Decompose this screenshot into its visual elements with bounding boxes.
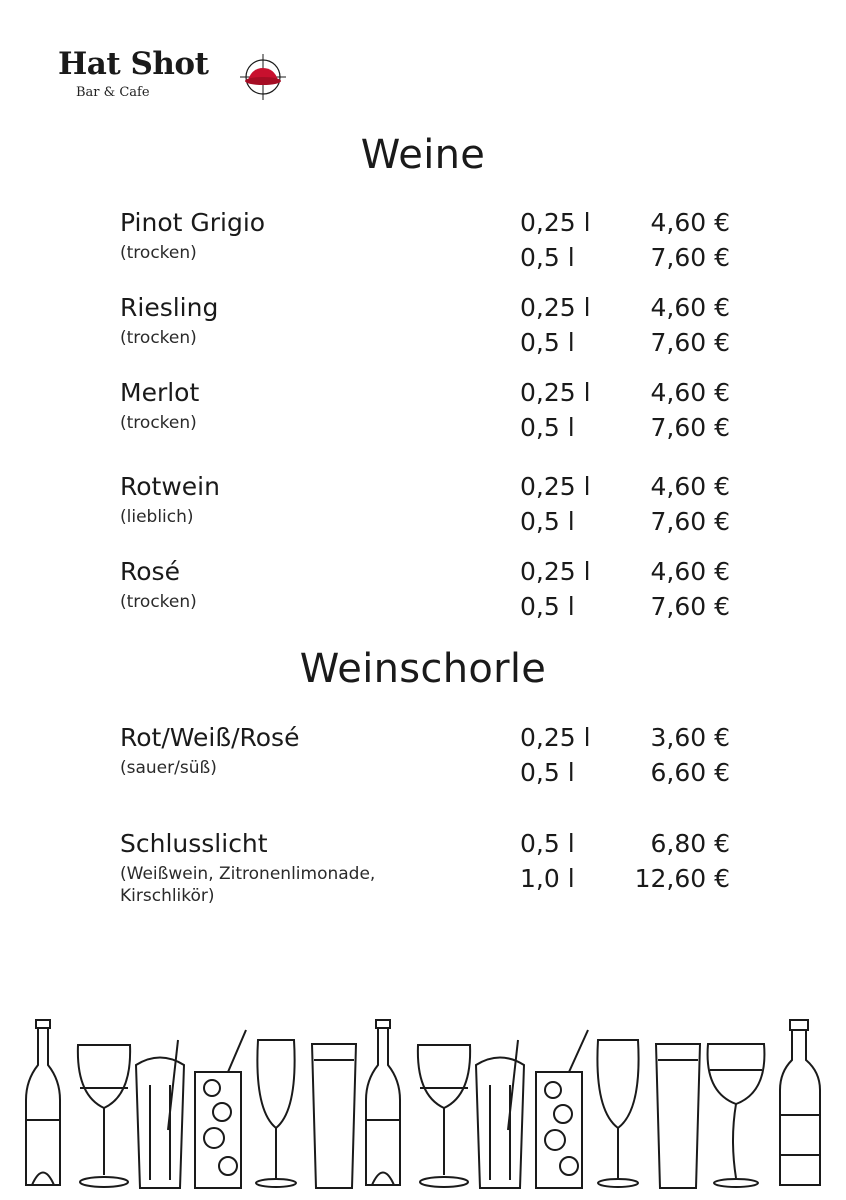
- price: 12,60 €: [634, 864, 730, 893]
- price: 7,60 €: [650, 592, 730, 621]
- price: 4,60 €: [650, 472, 730, 501]
- item-description: (Weißwein, Zitronenlimonade, Kirschlikör): [120, 864, 376, 906]
- beer-glass-icon: [476, 1040, 524, 1188]
- logo-title: Hat Shot: [58, 46, 209, 82]
- item-name: Pinot Grigio: [120, 208, 266, 237]
- price: 7,60 €: [650, 243, 730, 272]
- price: 6,80 €: [650, 829, 730, 858]
- tall-glass-icon: [312, 1044, 356, 1188]
- volume: 0,5 l: [520, 829, 575, 858]
- item-description: (trocken): [120, 413, 197, 433]
- beer-glass-icon: [136, 1040, 184, 1188]
- item-name: Merlot: [120, 378, 200, 407]
- volume: 0,25 l: [520, 378, 591, 407]
- price: 4,60 €: [650, 378, 730, 407]
- volume: 0,5 l: [520, 758, 575, 787]
- bottle-icon: [26, 1020, 60, 1185]
- goblet-glass-icon: [708, 1044, 765, 1187]
- volume: 0,5 l: [520, 243, 575, 272]
- section-title-weinschorle: Weinschorle: [299, 646, 547, 692]
- flute-glass-icon: [597, 1040, 638, 1187]
- logo: [58, 46, 248, 106]
- volume: 0,5 l: [520, 592, 575, 621]
- price-row: [120, 592, 730, 626]
- item-name: Riesling: [120, 293, 219, 322]
- price-row: [120, 378, 730, 412]
- flute-glass-icon: [256, 1040, 296, 1187]
- bottle-icon: [780, 1020, 820, 1185]
- price: 7,60 €: [650, 507, 730, 536]
- price-row: [120, 507, 730, 541]
- item-description: (trocken): [120, 328, 197, 348]
- price: 4,60 €: [650, 557, 730, 586]
- price-row: [120, 208, 730, 242]
- price-row: [120, 723, 730, 757]
- cocktail-glass-icon: [195, 1030, 246, 1188]
- price-row: [120, 557, 730, 591]
- item-description: (trocken): [120, 592, 197, 612]
- volume: 0,25 l: [520, 723, 591, 752]
- wine-glass-icon: [78, 1045, 130, 1187]
- item-description: (sauer/süß): [120, 758, 217, 778]
- cocktail-glass-icon: [536, 1030, 588, 1188]
- drinks-illustration: [0, 1010, 846, 1196]
- price: 7,60 €: [650, 413, 730, 442]
- price-row: [120, 864, 730, 898]
- item-name: Rot/Weiß/Rosé: [120, 723, 300, 752]
- wine-glass-icon: [418, 1045, 470, 1187]
- item-name: Rotwein: [120, 472, 220, 501]
- logo-subtitle: Bar & Cafe: [76, 85, 150, 100]
- section-title-weine: Weine: [360, 132, 486, 178]
- volume: 0,25 l: [520, 472, 591, 501]
- price-row: [120, 758, 730, 792]
- volume: 0,25 l: [520, 557, 591, 586]
- price-row: [120, 413, 730, 447]
- price: 3,60 €: [650, 723, 730, 752]
- price: 4,60 €: [650, 208, 730, 237]
- price: 4,60 €: [650, 293, 730, 322]
- tall-glass-icon: [656, 1044, 700, 1188]
- price-row: [120, 293, 730, 327]
- volume: 0,5 l: [520, 328, 575, 357]
- volume: 0,5 l: [520, 413, 575, 442]
- item-description: (lieblich): [120, 507, 194, 527]
- hat-target-icon: [238, 50, 302, 104]
- glasses-icon: [0, 1010, 846, 1196]
- volume: 0,25 l: [520, 293, 591, 322]
- price-row: [120, 472, 730, 506]
- item-name: Rosé: [120, 557, 180, 586]
- item-description: (trocken): [120, 243, 197, 263]
- price: 6,60 €: [650, 758, 730, 787]
- volume: 0,25 l: [520, 208, 591, 237]
- price-row: [120, 328, 730, 362]
- price-row: [120, 243, 730, 277]
- price: 7,60 €: [650, 328, 730, 357]
- volume: 0,5 l: [520, 507, 575, 536]
- price-row: [120, 829, 730, 863]
- bottle-icon: [366, 1020, 400, 1185]
- volume: 1,0 l: [520, 864, 575, 893]
- item-name: Schlusslicht: [120, 829, 268, 858]
